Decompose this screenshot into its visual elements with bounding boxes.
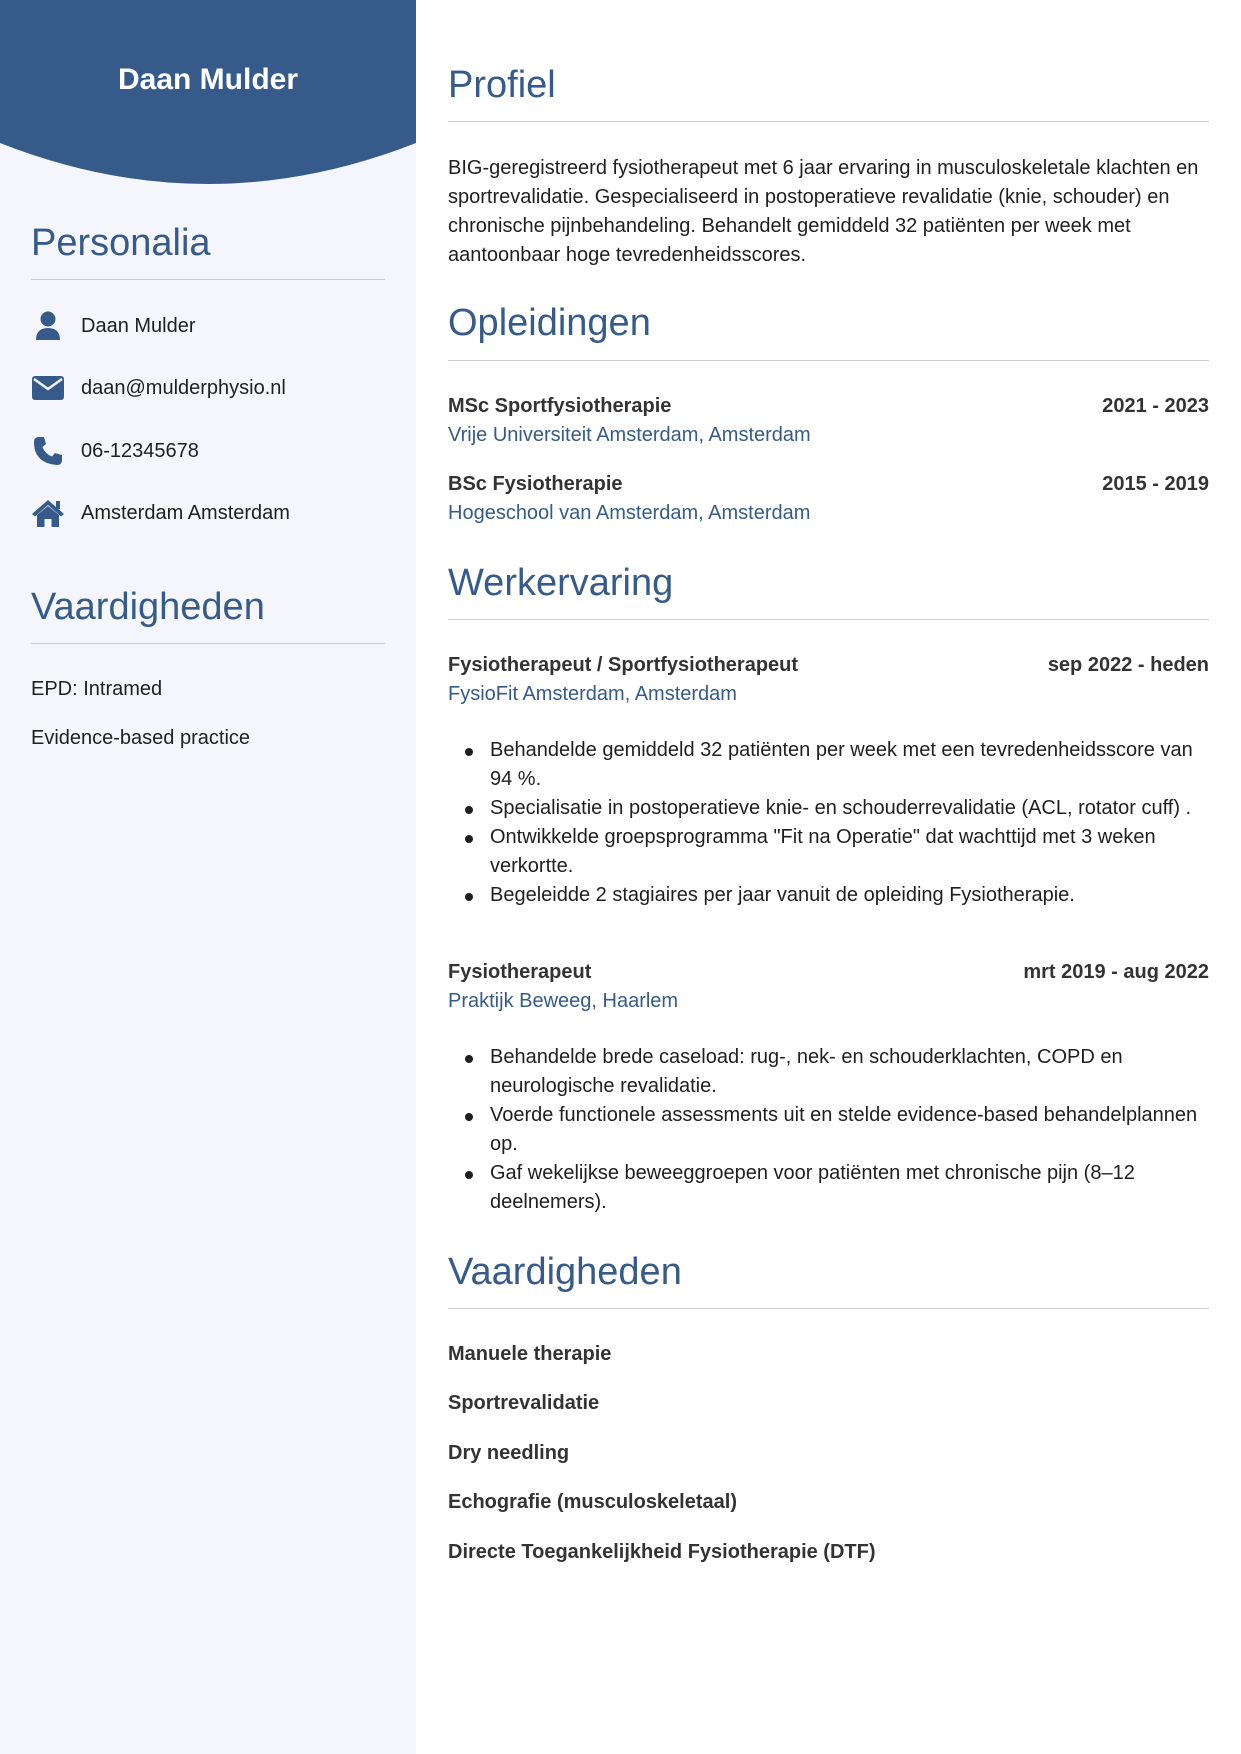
experience-divider bbox=[448, 619, 1209, 620]
profile-title: Profiel bbox=[448, 64, 556, 106]
sidebar-skills-title: Vaardigheden bbox=[31, 586, 265, 628]
person-icon bbox=[31, 309, 65, 343]
name-banner bbox=[0, 0, 416, 186]
skill-item: Echografie (musculoskeletaal) bbox=[448, 1491, 737, 1513]
job-bullet: Behandelde gemiddeld 32 patiënten per week met een tevredenheidsscore van 94 %. bbox=[448, 736, 1213, 794]
sidebar-skills-divider bbox=[31, 643, 385, 644]
personalia-title: Personalia bbox=[31, 222, 211, 264]
contact-location bbox=[31, 495, 290, 531]
phone-icon bbox=[31, 434, 65, 468]
profile-divider bbox=[448, 121, 1209, 122]
job-bullets bbox=[448, 736, 1213, 910]
education-dates: 2015 - 2019 bbox=[1102, 473, 1209, 495]
contact-email bbox=[31, 370, 286, 406]
job-company: Praktijk Beweeg, Haarlem bbox=[448, 990, 679, 1012]
job-bullets bbox=[448, 1043, 1213, 1217]
envelope-icon bbox=[31, 371, 65, 405]
job-bullet: Begeleidde 2 stagiaires per jaar vanuit de opleiding Fysiotherapie. bbox=[448, 881, 1213, 910]
job-bullet: Ontwikkelde groepsprogramma "Fit na Operatie" dat wachttijd met 3 weken verkortte. bbox=[448, 823, 1213, 881]
job-bullet: Behandelde brede caseload: rug-, nek- en schouderklachten, COPD en neurologische revalidatie. bbox=[448, 1043, 1213, 1101]
job-company: FysioFit Amsterdam, Amsterdam bbox=[448, 683, 737, 705]
skill-item: Manuele therapie bbox=[448, 1343, 612, 1365]
skills-title: Vaardigheden bbox=[448, 1251, 682, 1293]
job-role: Fysiotherapeut / Sportfysiotherapeut bbox=[448, 654, 799, 676]
education-school: Vrije Universiteit Amsterdam, Amsterdam bbox=[448, 424, 811, 446]
job-dates: sep 2022 - heden bbox=[1047, 654, 1209, 676]
skill-item: Dry needling bbox=[448, 1442, 570, 1464]
contact-phone-text: 06-12345678 bbox=[81, 439, 199, 462]
sidebar-skill-item: Evidence-based practice bbox=[31, 727, 251, 749]
skill-item: Sportrevalidatie bbox=[448, 1392, 600, 1414]
education-title: Opleidingen bbox=[448, 302, 651, 344]
job-bullet: Specialisatie in postoperatieve knie- en schouderrevalidatie (ACL, rotator cuff) . bbox=[448, 794, 1213, 823]
education-degree: BSc Fysiotherapie bbox=[448, 473, 623, 495]
contact-phone bbox=[31, 433, 199, 469]
skill-item: Directe Toegankelijkheid Fysiotherapie (DTF) bbox=[448, 1541, 876, 1563]
personalia-divider bbox=[31, 279, 385, 280]
job-role: Fysiotherapeut bbox=[448, 961, 592, 983]
contact-name-text: Daan Mulder bbox=[81, 314, 196, 337]
profile-text: BIG-geregistreerd fysiotherapeut met 6 jaar ervaring in musculoskeletale klachten en sportrevalidatie. Gespecialiseerd in postoperatieve revalidatie (knie, schouder) en chronische pijnbehandeling. Behandelt gemiddeld 32 patiënten per week met aantoonbaar hoge tevredenheidsscores. bbox=[448, 157, 1199, 266]
job-bullet: Voerde functionele assessments uit en stelde evidence-based behandelplannen op. bbox=[448, 1101, 1213, 1159]
education-dates: 2021 - 2023 bbox=[1102, 395, 1209, 417]
contact-name bbox=[31, 308, 196, 344]
sidebar bbox=[0, 0, 416, 1754]
contact-location-text: Amsterdam Amsterdam bbox=[81, 501, 290, 524]
contact-email-text: daan@mulderphysio.nl bbox=[81, 376, 286, 399]
job-dates: mrt 2019 - aug 2022 bbox=[1023, 961, 1209, 983]
experience-title: Werkervaring bbox=[448, 562, 674, 604]
education-degree: MSc Sportfysiotherapie bbox=[448, 395, 672, 417]
home-icon bbox=[31, 496, 65, 530]
job-bullet: Gaf wekelijkse beweeggroepen voor patiënten met chronische pijn (8–12 deelnemers). bbox=[448, 1159, 1213, 1217]
candidate-name: Daan Mulder bbox=[117, 63, 299, 96]
education-school: Hogeschool van Amsterdam, Amsterdam bbox=[448, 502, 811, 524]
education-divider bbox=[448, 360, 1209, 361]
sidebar-skill-item: EPD: Intramed bbox=[31, 678, 163, 700]
skills-divider bbox=[448, 1308, 1209, 1309]
